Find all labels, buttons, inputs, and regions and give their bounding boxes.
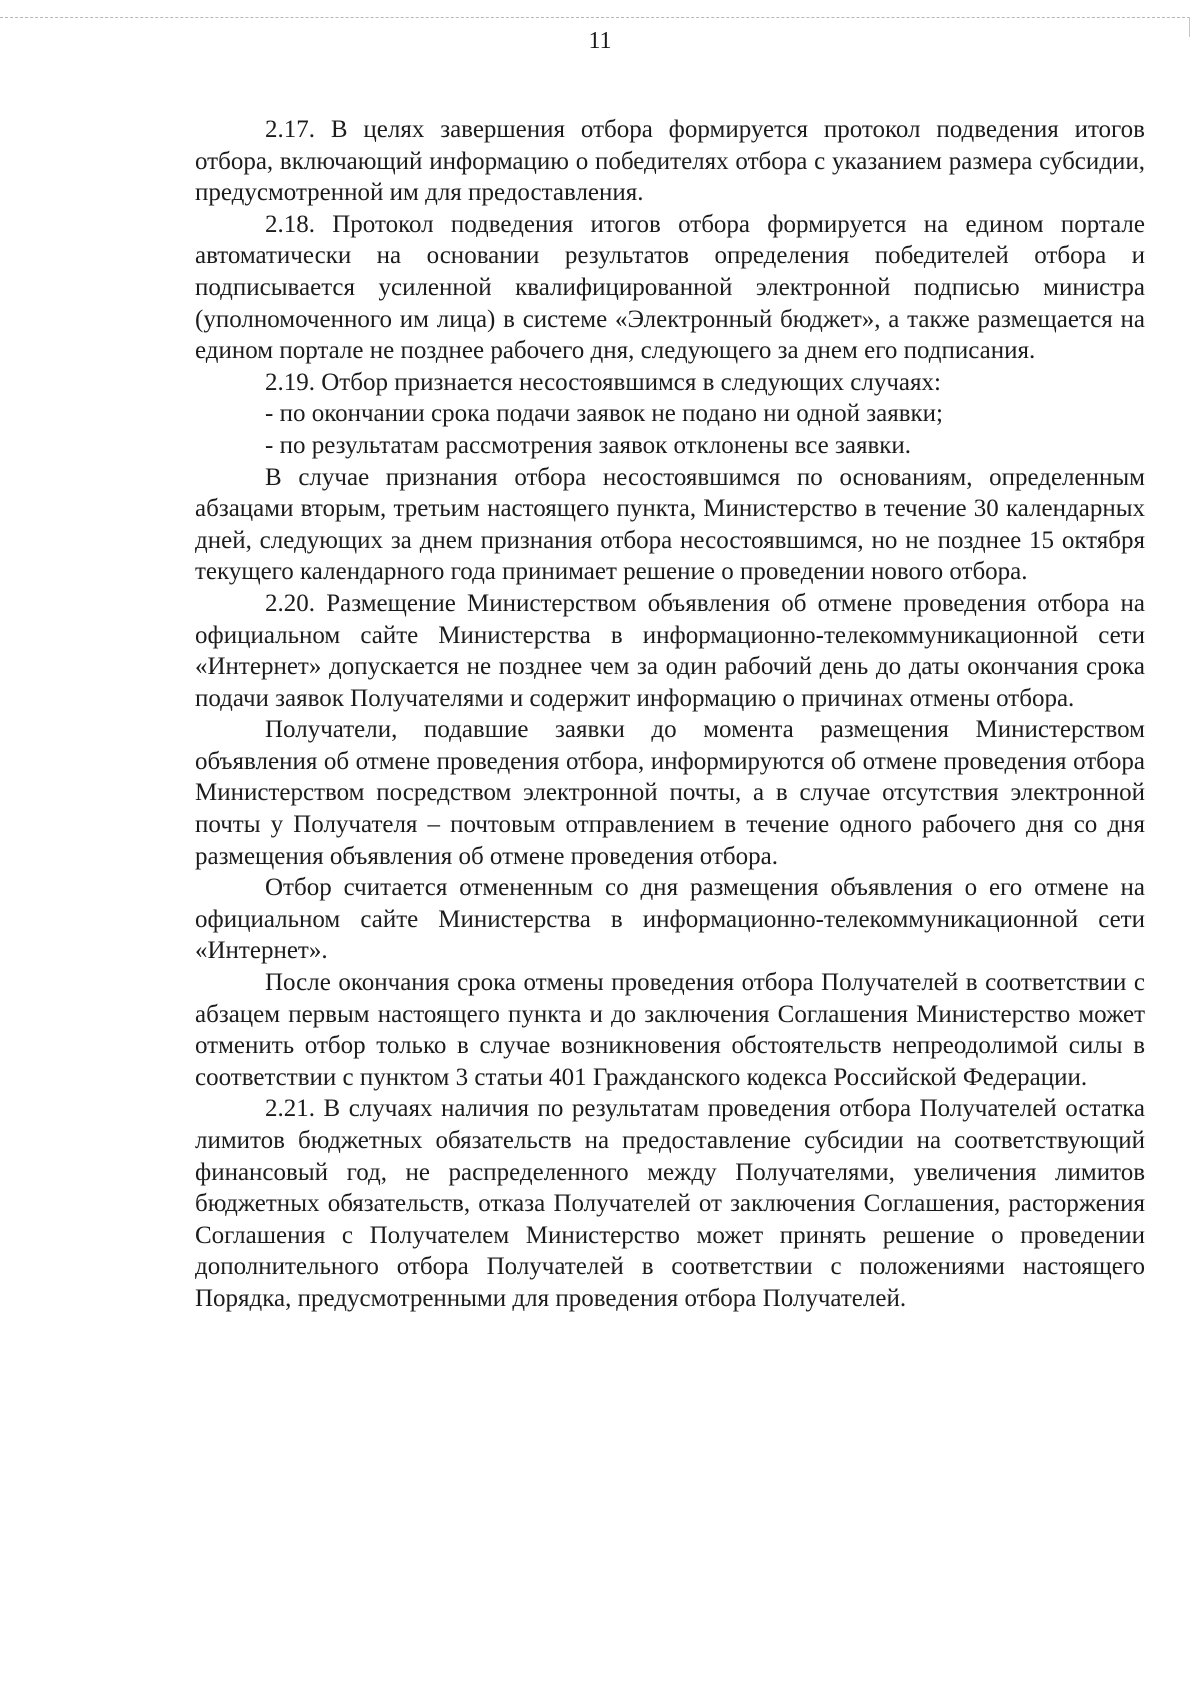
paragraph-2-18: 2.18. Протокол подведения итогов отбора формируется на едином портале автоматически на основании результатов определения победителей отбора и подписывается усиленной квалифицированной электронной подписью министра (уполномоченного им лица) в системе «Электронный бюджет», а также размещается на едином портале не позднее рабочего дня, следующего за днем его подписания. bbox=[195, 210, 1145, 365]
scan-edge-line bbox=[0, 17, 1190, 18]
paragraph-cancelled-selection: Отбор считается отмененным со дня размещения объявления о его отмене на официальном сайте Министерства в информационно-телекоммуникационной сети «Интернет». bbox=[195, 874, 1145, 965]
document-body bbox=[195, 114, 1145, 1315]
paragraph-failed-selection: В случае признания отбора несостоявшимся по основаниям, определенным абзацами вторым, третьим настоящего пункта, Министерство в течение 30 календарных дней, следующих за днем признания отбора несостоявшимся, но не позднее 15 октября текущего календарного года принимает решение о проведении нового отбора. bbox=[195, 463, 1145, 586]
paragraph-2-19: 2.19. Отбор признается несостоявшимся в следующих случаях: bbox=[265, 368, 941, 396]
paragraph-2-20: 2.20. Размещение Министерством объявления об отмене проведения отбора на официальном сайте Министерства в информационно-телекоммуникационной сети «Интернет» допускается не позднее чем за один рабочий день до даты окончания срока подачи заявок Получателями и содержит информацию о причинах отмены отбора. bbox=[195, 589, 1145, 712]
paragraph-2-21: 2.21. В случаях наличия по результатам проведения отбора Получателей остатка лимитов бюджетных обязательств на предоставление субсидии на соответствующий финансовый год, не распределенного между Получателями, увеличения лимитов бюджетных обязательств, отказа Получателей от заключения Соглашения, расторжения Соглашения с Получателем Министерство может принять решение о проведении дополнительного отбора Получателей в соответствии с положениями настоящего Порядка, предусмотренными для проведения отбора Получателей. bbox=[195, 1095, 1145, 1312]
paragraph-force-majeure: После окончания срока отмены проведения отбора Получателей в соответствии с абзацем первым настоящего пункта и до заключения Соглашения Министерство может отменить отбор только в случае возникновения обстоятельств непреодолимой силы в соответствии с пунктом 3 статьи 401 Гражданского кодекса Российской Федерации. bbox=[195, 969, 1145, 1091]
page-number: 11 bbox=[588, 28, 612, 54]
list-item-all-rejected: - по результатам рассмотрения заявок отклонены все заявки. bbox=[265, 431, 912, 459]
paragraph-2-17: 2.17. В целях завершения отбора формируется протокол подведения итогов отбора, включающий информацию о победителях отбора с указанием размера субсидии, предусмотренной им для предоставления. bbox=[195, 116, 1145, 207]
paragraph-recipients-notice: Получатели, подавшие заявки до момента размещения Министерством объявления об отмене проведения отбора, информируются об отмене проведения отбора Министерством посредством электронной почты, а в случае отсутствия электронной почты у Получателя – почтовым отправлением в течение одного рабочего дня со дня размещения объявления об отмене проведения отбора. bbox=[195, 716, 1145, 870]
list-item-no-applications: - по окончании срока подачи заявок не подано ни одной заявки; bbox=[265, 400, 943, 428]
